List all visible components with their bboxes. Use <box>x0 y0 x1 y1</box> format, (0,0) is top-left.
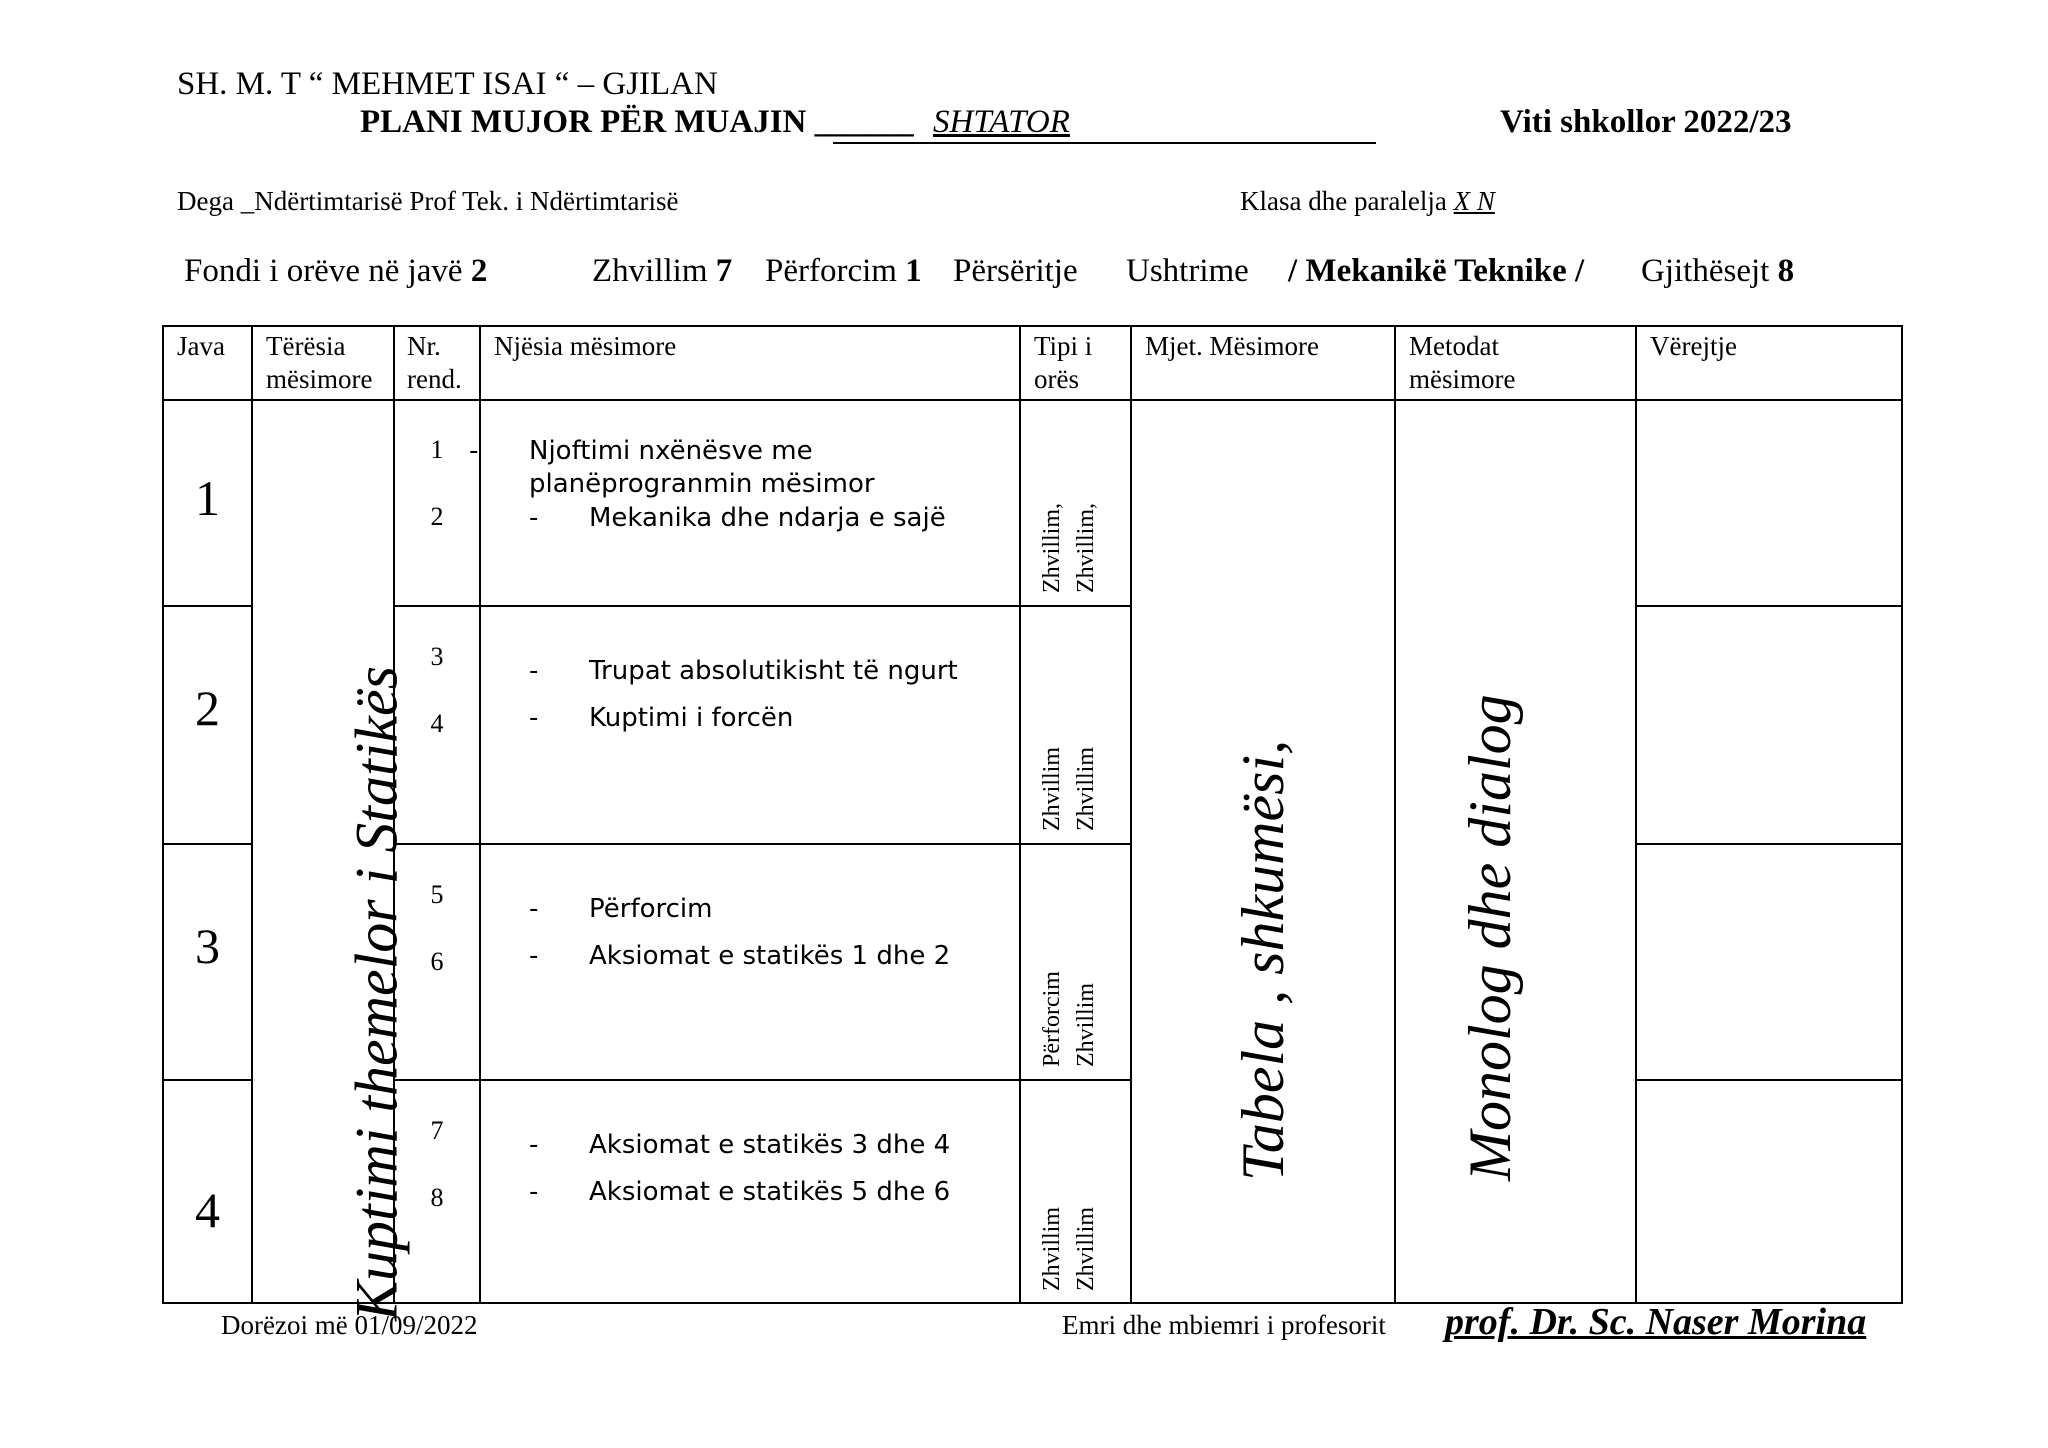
type-cell <box>1020 1080 1131 1303</box>
list-item: Aksiomat e statikës 1 dhe 2 <box>589 941 951 971</box>
type-text: Përforcim Zhvillim <box>1039 971 1099 1067</box>
department: Dega _Ndërtimtarisë Prof Tek. i Ndërtimtarisë <box>177 186 679 216</box>
weekly-hours: Fondi i orëve në javë 2 <box>184 253 488 289</box>
nr-cell: 3 4 <box>394 606 480 844</box>
type-text: Zhvillim Zhvillim <box>1039 747 1099 831</box>
verejtje-cell <box>1636 844 1902 1080</box>
metodat-text: Monolog dhe dialog <box>1457 694 1523 1181</box>
repetition-label: Përsëritje <box>953 253 1078 289</box>
teresia-cell <box>252 400 410 1321</box>
metodat-cell <box>1395 400 1636 1303</box>
verejtje-cell <box>1636 1080 1902 1303</box>
class-value: X N <box>1453 186 1495 216</box>
type-cell <box>1020 606 1131 844</box>
teresia-text: Kuptimi themelor i Statikës <box>343 666 410 1321</box>
type-cell <box>1020 400 1131 606</box>
monthly-plan-table <box>162 325 1903 1321</box>
professor-name: prof. Dr. Sc. Naser Morina <box>1445 1301 1867 1343</box>
submitted-date: Dorëzoi më 01/09/2022 <box>221 1310 478 1340</box>
professor-label: Emri dhe mbiemri i profesorit <box>1062 1310 1386 1340</box>
development-count: Zhvillim 7 <box>592 253 733 289</box>
header-row <box>163 326 1902 400</box>
school-year: Viti shkollor 2022/23 <box>1500 104 1792 140</box>
plan-title: PLANI MUJOR PËR MUAJIN ______ <box>360 104 914 140</box>
unit-cell: - Përforcim - Aksiomat e statikës 1 dhe 2 <box>480 844 1020 1080</box>
header-nr: Nr. rend. <box>394 326 480 400</box>
unit-cell: - Trupat absolutikisht të ngurt - Kuptimi i forcën <box>480 606 1020 844</box>
list-item: Aksiomat e statikës 3 dhe 4 <box>589 1130 951 1160</box>
table-row <box>163 400 1902 606</box>
nr-cell: 1 2 <box>394 400 480 606</box>
type-cell <box>1020 844 1131 1080</box>
week-number: 2 <box>163 606 252 844</box>
verejtje-cell <box>1636 400 1902 606</box>
exercises-label: Ushtrime <box>1126 253 1249 289</box>
nr-cell: 7 8 <box>394 1080 480 1303</box>
table-row <box>163 1080 1902 1303</box>
table-row <box>163 606 1902 844</box>
list-item: Aksiomat e statikës 5 dhe 6 <box>589 1177 951 1207</box>
reinforcement-count: Përforcim 1 <box>765 253 922 289</box>
list-item: Njoftimi nxënësve me planëprogranmin mësimor <box>529 436 875 499</box>
list-item: Trupat absolutikisht të ngurt <box>589 656 958 686</box>
list-item: Kuptimi i forcën <box>589 703 794 733</box>
nr-cell: 5 6 <box>394 844 480 1080</box>
class-label: Klasa dhe paralelja X N <box>1240 186 1495 216</box>
header-teresia: Tërësia mësimore <box>252 326 394 400</box>
header-njesia: Njësia mësimore <box>480 326 1020 400</box>
month-line <box>833 104 1376 144</box>
header-metodat: Metodat mësimore <box>1395 326 1636 400</box>
school-name: SH. M. T “ MEHMET ISAI “ – GJILAN <box>177 66 718 102</box>
verejtje-cell <box>1636 606 1902 844</box>
list-item: Përforcim <box>589 894 713 924</box>
header-java: Java <box>163 326 252 400</box>
mjete-cell <box>1131 400 1395 1303</box>
header-verejtje: Vërejtje <box>1636 326 1902 400</box>
week-number: 3 <box>163 844 252 1080</box>
mjete-text: Tabela , shkumësi, <box>1230 739 1296 1181</box>
subject-name: / Mekanikë Teknike / <box>1288 253 1585 289</box>
type-text: Zhvillim, Zhvillim, <box>1039 503 1099 593</box>
table-row <box>163 844 1902 1080</box>
header-tipi: Tipi i orës <box>1020 326 1131 400</box>
header-mjet: Mjet. Mësimore <box>1131 326 1395 400</box>
month-value: SHTATOR <box>933 104 1070 140</box>
unit-cell: - Aksiomat e statikës 3 dhe 4 - Aksiomat e statikës 5 dhe 6 <box>480 1080 1020 1303</box>
type-text: Zhvillim Zhvillim <box>1039 1207 1099 1291</box>
week-number: 4 <box>163 1080 252 1303</box>
week-number: 1 <box>163 400 252 606</box>
unit-cell: - Njoftimi nxënësve me planëprogranmin mësimor - Mekanika dhe ndarja e sajë <box>480 400 1020 606</box>
list-item: Mekanika dhe ndarja e sajë <box>589 503 946 533</box>
total-count: Gjithësejt 8 <box>1641 253 1795 289</box>
